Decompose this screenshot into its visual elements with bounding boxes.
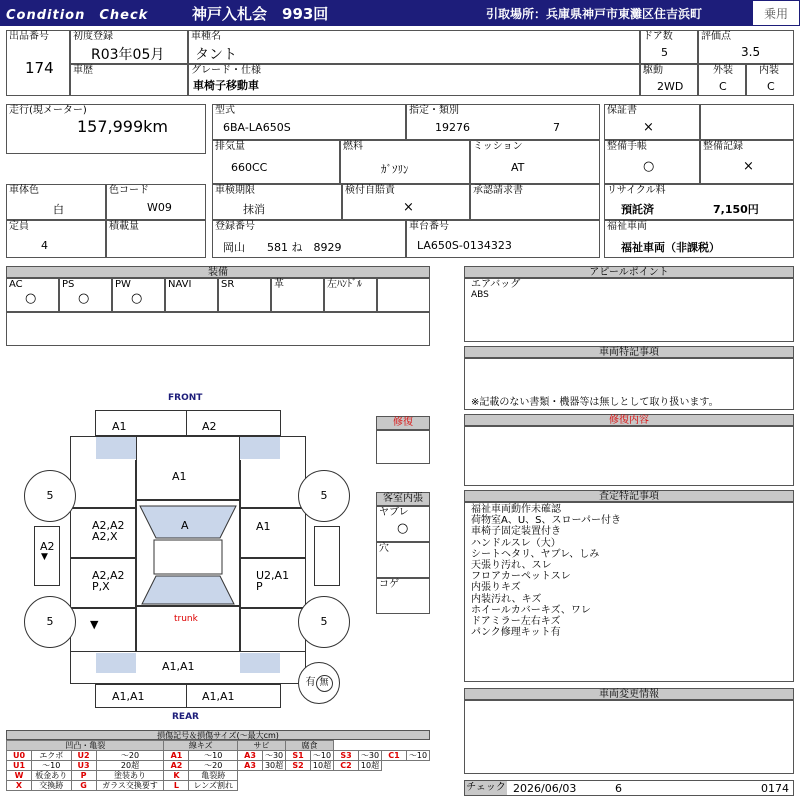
legend-code: U0 [7, 751, 32, 761]
equipment-label: NAVI [168, 279, 192, 290]
displacement-cell: 排気量 660CC [212, 140, 340, 184]
legend-desc: 20超 [96, 761, 164, 771]
mark-left-front-door: A2,A2 A2,X [92, 519, 125, 543]
warranty: × [643, 120, 654, 135]
welfare-cell: 福祉車両 福祉車両（非課税） [604, 220, 794, 258]
score-cell: 評価点 3.5 [698, 30, 794, 64]
legend-desc: 塗装あり [96, 771, 164, 781]
category-badge: 乗用 [752, 0, 800, 26]
legend-code: P [71, 771, 96, 781]
legend-grid [6, 740, 430, 791]
fuel: ｶﾞｿﾘﾝ [381, 163, 409, 176]
trunk-label: trunk [174, 614, 198, 624]
equipment-title: 装備 [6, 266, 430, 278]
fuel-cell: 燃料 ｶﾞｿﾘﾝ [340, 140, 470, 184]
legend-code: L [164, 781, 189, 791]
recycle-cell: リサイクル料 預託済 7,150円 [604, 184, 794, 220]
spare-ari: 有 [305, 677, 316, 688]
tire-rear-left: 5 [24, 596, 76, 648]
windshield-svg [136, 500, 240, 606]
car-name-cell: 車種名 タント [188, 30, 640, 64]
tire-front-right: 5 [298, 470, 350, 522]
inspect-note-line: ハンドルスレ（大） [471, 537, 561, 549]
legend-desc: 10超 [311, 761, 334, 771]
mark-left-quarter: ▼ [90, 618, 99, 631]
right-side-panel [314, 526, 340, 586]
roof-shape [154, 540, 222, 574]
doors: 5 [661, 46, 668, 59]
equipment-label: PW [115, 279, 131, 290]
spare-tire [298, 662, 340, 704]
mark-rear-bumper: A1,A1 [162, 660, 195, 673]
inspection: 抹消 [243, 203, 265, 216]
legend-desc: 〜20 [96, 751, 164, 761]
shade-rr [240, 653, 280, 673]
check-label: チェック [466, 782, 506, 793]
drive: 2WD [657, 80, 684, 93]
color-code: W09 [147, 201, 172, 214]
inspect-note-line: ドアミラー左右キズ [471, 616, 561, 627]
check-bar [464, 780, 794, 796]
maint-record: × [743, 159, 754, 174]
legend-code: U3 [71, 761, 96, 771]
legend-code: A1 [164, 751, 189, 761]
lot-cell: 出品番号 174 [6, 30, 70, 96]
legend-desc: 板金あり [32, 771, 72, 781]
inspect-note-line: シートヘタリ、ヤブレ、しみ [471, 548, 600, 560]
mission: AT [511, 161, 525, 174]
inspect-note-line: 内装汚れ、キズ [471, 593, 542, 605]
check-date: 2026/06/03 [513, 782, 577, 795]
mark-windshield: A [181, 519, 189, 532]
grade: 車椅子移動車 [193, 79, 259, 92]
sheet-title: Condition Check [6, 8, 149, 23]
class-number: 7 [553, 121, 560, 134]
legend-code: U1 [7, 761, 32, 771]
tire-rear-right: 5 [298, 596, 350, 648]
mission-cell: ミッション AT [470, 140, 600, 184]
repair-title: 修復 [376, 416, 430, 430]
legend-desc: 〜30 [263, 751, 286, 761]
pickup-location: 引取場所：兵庫県神戸市東灘区住吉浜町 [486, 7, 703, 21]
legend-code: W [7, 771, 32, 781]
mark-front-right: A2 [202, 420, 217, 433]
maint-book: ○ [643, 159, 655, 174]
repair-content-title: 修復内容 [464, 414, 794, 426]
appeal-line: ABS [471, 290, 489, 300]
spec-number: 19276 [435, 121, 470, 134]
legend-code: S2 [286, 761, 311, 771]
legend-desc: 〜10 [32, 761, 72, 771]
right-fender [240, 460, 306, 508]
cabin-row [376, 506, 430, 542]
interior-grade: C [767, 80, 775, 93]
legend-desc: 〜20 [189, 761, 238, 771]
equipment-item [324, 278, 377, 312]
equipment-label: AC [9, 279, 23, 290]
legend-code: S1 [286, 751, 311, 761]
check-id: 0174 [761, 782, 789, 795]
maint-book-cell: 整備手帳 ○ [604, 140, 700, 184]
repair-content-box [464, 426, 794, 486]
left-fender [70, 460, 136, 508]
header-bar [0, 0, 800, 26]
change-info-title: 車両変更情報 [464, 688, 794, 700]
mark-rear-right: A1,A1 [202, 690, 235, 703]
equipment-item [59, 278, 112, 312]
right-quarter [240, 608, 306, 652]
cabin-label: ヤブレ [379, 507, 409, 518]
appeal-title: アピールポイント [464, 266, 794, 278]
model-code: 6BA-LA650S [223, 121, 291, 134]
legend-code: K [164, 771, 189, 781]
spec-cell: 指定・類別 19276 7 [406, 104, 600, 140]
warranty-cell: 保証書 × [604, 104, 700, 140]
mark-left-side-w: ▼ [41, 552, 48, 562]
inspect-note-line: 荷物室A、U、S、スローパー付き [471, 515, 622, 527]
welfare-status: 福祉車両（非課税） [621, 241, 720, 254]
shade-fl [96, 437, 136, 459]
tire-front-left: 5 [24, 470, 76, 522]
recycle-status: 預託済 [621, 203, 654, 216]
frame-cell: 車台番号 LA650S-0134323 [406, 220, 600, 258]
cabin-title: 客室内張 [376, 492, 430, 506]
special-title: 車両特記事項 [464, 346, 794, 358]
equipment-item [165, 278, 218, 312]
legend-group: サビ [238, 741, 286, 751]
color-code-cell: 色コード W09 [106, 184, 206, 220]
legend-code: G [71, 781, 96, 791]
trunk [136, 606, 240, 652]
inspect-note-line: 車椅子固定装置付き [471, 526, 561, 538]
equipment-label: 革 [274, 279, 284, 290]
legend-code: A2 [164, 761, 189, 771]
cabin-label: コゲ [379, 579, 399, 590]
hood [136, 436, 240, 500]
legend-desc: 〜10 [311, 751, 334, 761]
equipment-item [218, 278, 271, 312]
appeal-line: エアバッグ [471, 279, 521, 290]
legend-desc: 10超 [359, 761, 382, 771]
right-front-door [240, 508, 306, 558]
mileage-cell: 走行(現メーター) 157,999km [6, 104, 206, 154]
check-num: 6 [615, 782, 622, 795]
rear-label: REAR [172, 712, 199, 722]
first-reg-cell: 初度登録 R03年05月 [70, 30, 188, 64]
plate-number: 岡山 581 ね 8929 [223, 241, 342, 254]
capacity: 4 [41, 239, 48, 252]
model-cell: 型式 6BA-LA650S [212, 104, 406, 140]
equipment-blank [377, 278, 430, 312]
equipment-label: 左ﾊﾝﾄﾞﾙ [327, 279, 362, 290]
inspect-notes-title: 査定特記事項 [464, 490, 794, 502]
legend-code: C1 [381, 751, 406, 761]
legend-title: 損傷記号＆損傷サイズ(〜最大cm) [6, 730, 430, 740]
legend-desc: レンズ割れ [189, 781, 238, 791]
score: 3.5 [741, 45, 761, 59]
special-note: ※記載のない書類・機器等は無しとして取り扱います。 [471, 397, 719, 408]
rear-glass-shape [142, 576, 234, 604]
front-label: FRONT [168, 393, 203, 403]
doors-cell: ドア数 5 [640, 30, 698, 64]
drive-cell: 駆動 2WD [640, 64, 698, 96]
change-info-box [464, 700, 794, 774]
insurance-cell: 検付自賠責 × [342, 184, 470, 220]
legend-desc: 〜30 [359, 751, 382, 761]
spare-nashi: 無 [316, 675, 333, 692]
legend-desc: エクボ [32, 751, 72, 761]
body-color: 白 [53, 203, 64, 216]
special-box [464, 358, 794, 410]
legend-desc: 30超 [263, 761, 286, 771]
cabin-row [376, 542, 430, 578]
legend-code: A3 [238, 751, 263, 761]
grade-cell: グレード・仕様 車椅子移動車 [188, 64, 640, 96]
left-quarter [70, 608, 136, 652]
equipment-item [112, 278, 165, 312]
recycle-amount: 7,150円 [713, 203, 759, 216]
inspect-note-line: 内張りキズ [471, 582, 521, 594]
equipment-item [6, 278, 59, 312]
inspect-notes-box [464, 502, 794, 682]
equipment-mark: ○ [25, 291, 37, 306]
equipment-mark: ○ [131, 291, 143, 306]
inspect-note-line: 福祉車両動作未確認 [471, 504, 561, 515]
shade-fr [240, 437, 280, 459]
inspect-note-line: ホイールカバーキズ、ワレ [471, 604, 591, 616]
mileage: 157,999km [77, 117, 169, 136]
insurance: × [403, 200, 414, 215]
mark-rear-left: A1,A1 [112, 690, 145, 703]
appeal-box [464, 278, 794, 342]
inspect-note-line: 天張り汚れ、スレ [471, 560, 552, 571]
equipment-mark: ○ [78, 291, 90, 306]
shade-rl [96, 653, 136, 673]
capacity-cell: 定員 4 [6, 220, 106, 258]
interior-cell: 内装 C [746, 64, 794, 96]
inspect-note-line: パンク修理キット有 [471, 627, 561, 639]
cabin-mark: ○ [397, 521, 409, 536]
legend-desc: 交換跡 [32, 781, 72, 791]
mark-front-left: A1 [112, 420, 127, 433]
legend-code: X [7, 781, 32, 791]
repair-box [376, 430, 430, 464]
legend-code: S3 [334, 751, 359, 761]
legend-code: U2 [71, 751, 96, 761]
bumper-divider [186, 410, 187, 436]
inspect-note-line: フロアカーペットスレ [471, 571, 571, 583]
lot-number: 174 [25, 59, 54, 77]
frame-number: LA650S-0134323 [417, 239, 512, 252]
legend-group: 線キズ [164, 741, 238, 751]
inspection-cell: 車検期限 抹消 [212, 184, 342, 220]
mark-left-side: A2 [40, 540, 55, 553]
mark-right-rear-door: U2,A1 P [256, 569, 290, 593]
auction-name: 神戸入札会 993回 [192, 5, 329, 23]
mark-right-front-door: A1 [256, 520, 271, 533]
exterior-cell: 外装 C [698, 64, 746, 96]
first-registration: R03年05月 [91, 47, 165, 63]
warranty-blank [700, 104, 794, 140]
plate-cell: 登録番号 岡山 581 ね 8929 [212, 220, 406, 258]
mark-hood: A1 [172, 470, 187, 483]
legend-group: 腐食 [286, 741, 334, 751]
equipment-blank-row [6, 312, 430, 346]
maint-record-cell: 整備記録 × [700, 140, 794, 184]
equipment-item [271, 278, 324, 312]
exterior-grade: C [719, 80, 727, 93]
load-cell: 積載量 [106, 220, 206, 258]
history-cell: 車歴 [70, 64, 188, 96]
body-color-cell: 車体色 白 [6, 184, 106, 220]
equipment-label: PS [62, 279, 75, 290]
legend-code: C2 [334, 761, 359, 771]
car-name: タント [195, 47, 237, 63]
cabin-row [376, 578, 430, 614]
displacement: 660CC [231, 161, 268, 174]
legend-code: A3 [238, 761, 263, 771]
legend-desc: 亀裂跡 [189, 771, 238, 781]
mark-left-rear-door: A2,A2 P,X [92, 569, 125, 593]
legend-desc: ガラス交換要す [96, 781, 164, 791]
cabin-label: 穴 [379, 543, 389, 554]
rear-bumper-divider [186, 684, 187, 708]
approval-cell: 承認請求書 [470, 184, 600, 220]
legend-desc: 〜10 [189, 751, 238, 761]
equipment-label: SR [221, 279, 235, 290]
legend-group: 凹凸・亀裂 [7, 741, 164, 751]
legend-desc: 〜10 [406, 751, 429, 761]
